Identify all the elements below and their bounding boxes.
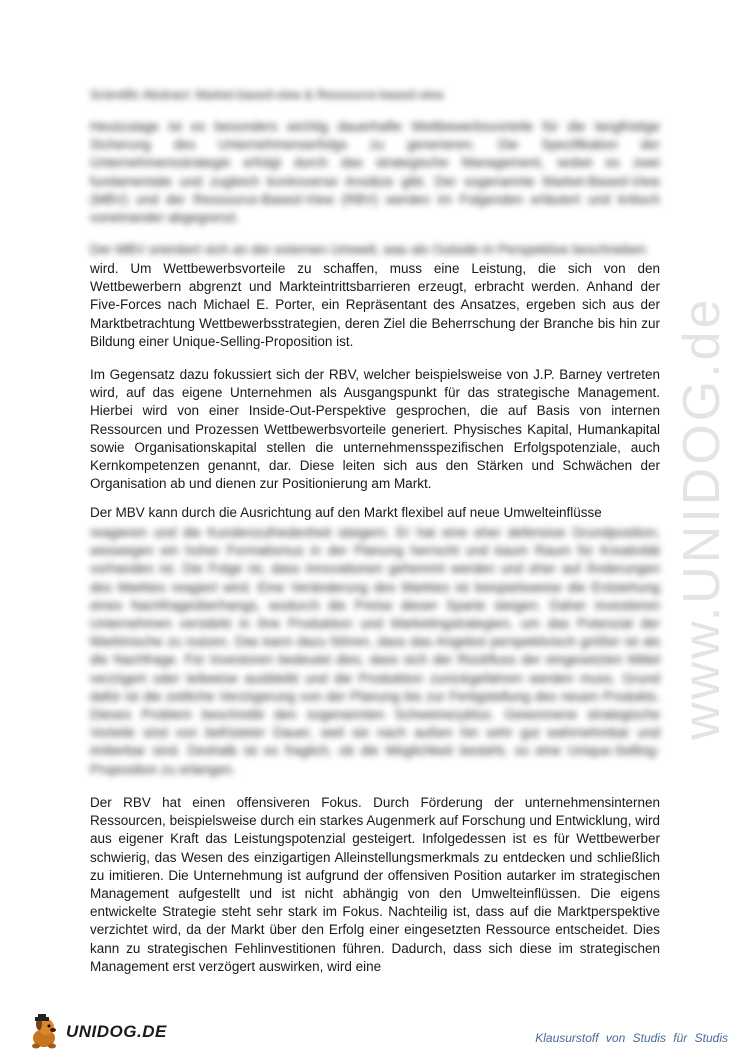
- dog-mascot-icon: [24, 1014, 64, 1050]
- document-title: Scientific Abstract: Market-based-view & Ressource-based-view: [90, 88, 444, 102]
- paragraph-mbv-critique-first-line-text: Der MBV kann durch die Ausrichtung auf den Markt flexibel auf neue Umwelteinflüsse: [90, 505, 602, 520]
- paragraph-rbv-critique-text: Der RBV hat einen offensiveren Fokus. Durch Förderung der unternehmensinternen Ressourcen, beispielsweise durch ein starkes Augenmerk auf Forschung und Entwicklung, wird aus eigener Kraft das Leistungspotenzial gesteigert. Infolgedessen ist es für Wettbewerber schwierig, das Wesen des einzigartigen Alleinstellungsmerkmals zu entdecken und schließlich zu imitieren. Die Unternehmung ist aufgrund der offensiven Position autarker im strategischen Management aufgestellt und ist nicht abhängig von den Umwelteinflüssen. Die eigens entwickelte Strategie steht sehr stark im Fokus. Nachteilig ist, dass auf die Marktperspektive verzichtet wird, da der Markt über den Erfolg einer eingesetzten Ressource entscheidet. Dies kann zu strategischen Fehlinvestitionen führen. Dadurch, dass sich diese im strategischen Management erst verzögert auswirken, wird eine: [90, 795, 660, 974]
- paragraph-intro-text: Heutzutage ist es besonders wichtig dauerhafte Wettbewerbsvorteile für die langfristige Sicherung des Unternehmenserfolgs zu generieren. Die Spezifikation der Unternehmensstrategie erfolgt durch das strategische Management, wobei es zwei fundamentale und zugleich kontroverse Ansätze gibt. Der sogenannte Market-Based-View (MBV) und der Ressource-Based-View (RBV) werden im Folgenden erläutert und kritisch voneinander abgegrenzt.: [90, 119, 660, 226]
- paragraph-rbv: [90, 366, 660, 493]
- paragraph-rbv-text: Im Gegensatz dazu fokussiert sich der RBV, welcher beispielsweise von J.P. Barney vertreten wird, auf das eigene Unternehmen als Ausgangspunkt für das strategische Management. Hierbei wird von einer Inside-Out-Perspektive gesprochen, die auf Basis von internen Ressourcen und Prozessen Wettbewerbsvorteile generiert. Physisches Kapital, Humankapital sowie Organisationskapital stellen die unternehmensspezifischen Erfolgspotenziale, auch Kernkompetenzen genannt, dar. Diese leiten sich aus den Stärken und Schwächen der Organisation ab und dienen zur Positionierung am Markt.: [90, 367, 660, 492]
- paragraph-rbv-critique: [90, 794, 660, 976]
- unidog-logo[interactable]: [24, 1014, 167, 1050]
- paragraph-mbv-critique-text: reagieren und die Kundenzufriedenheit steigern. Er hat eine eher defensive Grundposition, weswegen ein hoher Formalismus in der Planung herrscht und kaum Raum für Kreativität vorhanden ist. Die Folge ist, dass Innovationen gehemmt werden und eher auf Änderungen des Marktes reagiert wird. Eine Veränderung des Marktes ist beispielsweise die Entstehung eines Nachfrageüberhangs, wodurch die Preise dieser Sparte steigen. Daher investieren Unternehmen verstärkt in ihre Produktion und Marketingstrategien, um das Potenzial der Marktnische zu nutzen. Das kann dazu führen, dass das Angebot perspektivisch größer ist als die Nachfrage. Für Investoren bedeutet dies, dass sich der Rückfluss der eingesetzten Mittel verzögert oder teilweise ausbleibt und die Produktion zurückgefahren werden muss. Grund dafür ist die zeitliche Verzögerung von der Planung bis zur Fertigstellung des neuen Produkts. Dieses Problem beschreibt den sogenannten Schweinezyklus. Gewonnene strategische Vorteile sind von befristeter Dauer, weil sie nach außen hin sehr gut wahrnehmbar und imitierbar sind. Deshalb ist es fraglich, ob die Möglichkeit besteht, so eine Unique-Selling-Proposition zu erlangen.: [90, 525, 660, 777]
- paragraph-mbv-critique-first-line: [90, 504, 660, 522]
- paragraph-mbv: [90, 260, 660, 351]
- paragraph-mbv-first-line: [90, 241, 660, 259]
- paragraph-intro: [90, 118, 660, 227]
- paragraph-mbv-text: wird. Um Wettbewerbsvorteile zu schaffen, muss eine Leistung, die sich von den Wettbewerbern abgrenzt und Markteintrittsbarrieren erzeugt, erbracht werden. Anhand der Five-Forces nach Michael E. Porter, ein Repräsentant des Ansatzes, ergeben sich aus der Marktbetrachtung Wettbewerbsstrategien, deren Ziel die Beherrschung der Branche bis hin zur Bildung einer Unique-Selling-Proposition ist.: [90, 261, 660, 349]
- paragraph-mbv-critique: [90, 524, 660, 779]
- footer-tagline: Klausurstoff von Studis für Studis: [535, 1031, 728, 1045]
- logo-text: UNIDOG.DE: [66, 1022, 167, 1041]
- paragraph-mbv-first-line-text: Der MBV orientiert sich an der externen Umwelt, was als Outside-In Perspektive beschrieben: [90, 242, 646, 257]
- watermark: www.UNIDOG.de: [673, 296, 731, 740]
